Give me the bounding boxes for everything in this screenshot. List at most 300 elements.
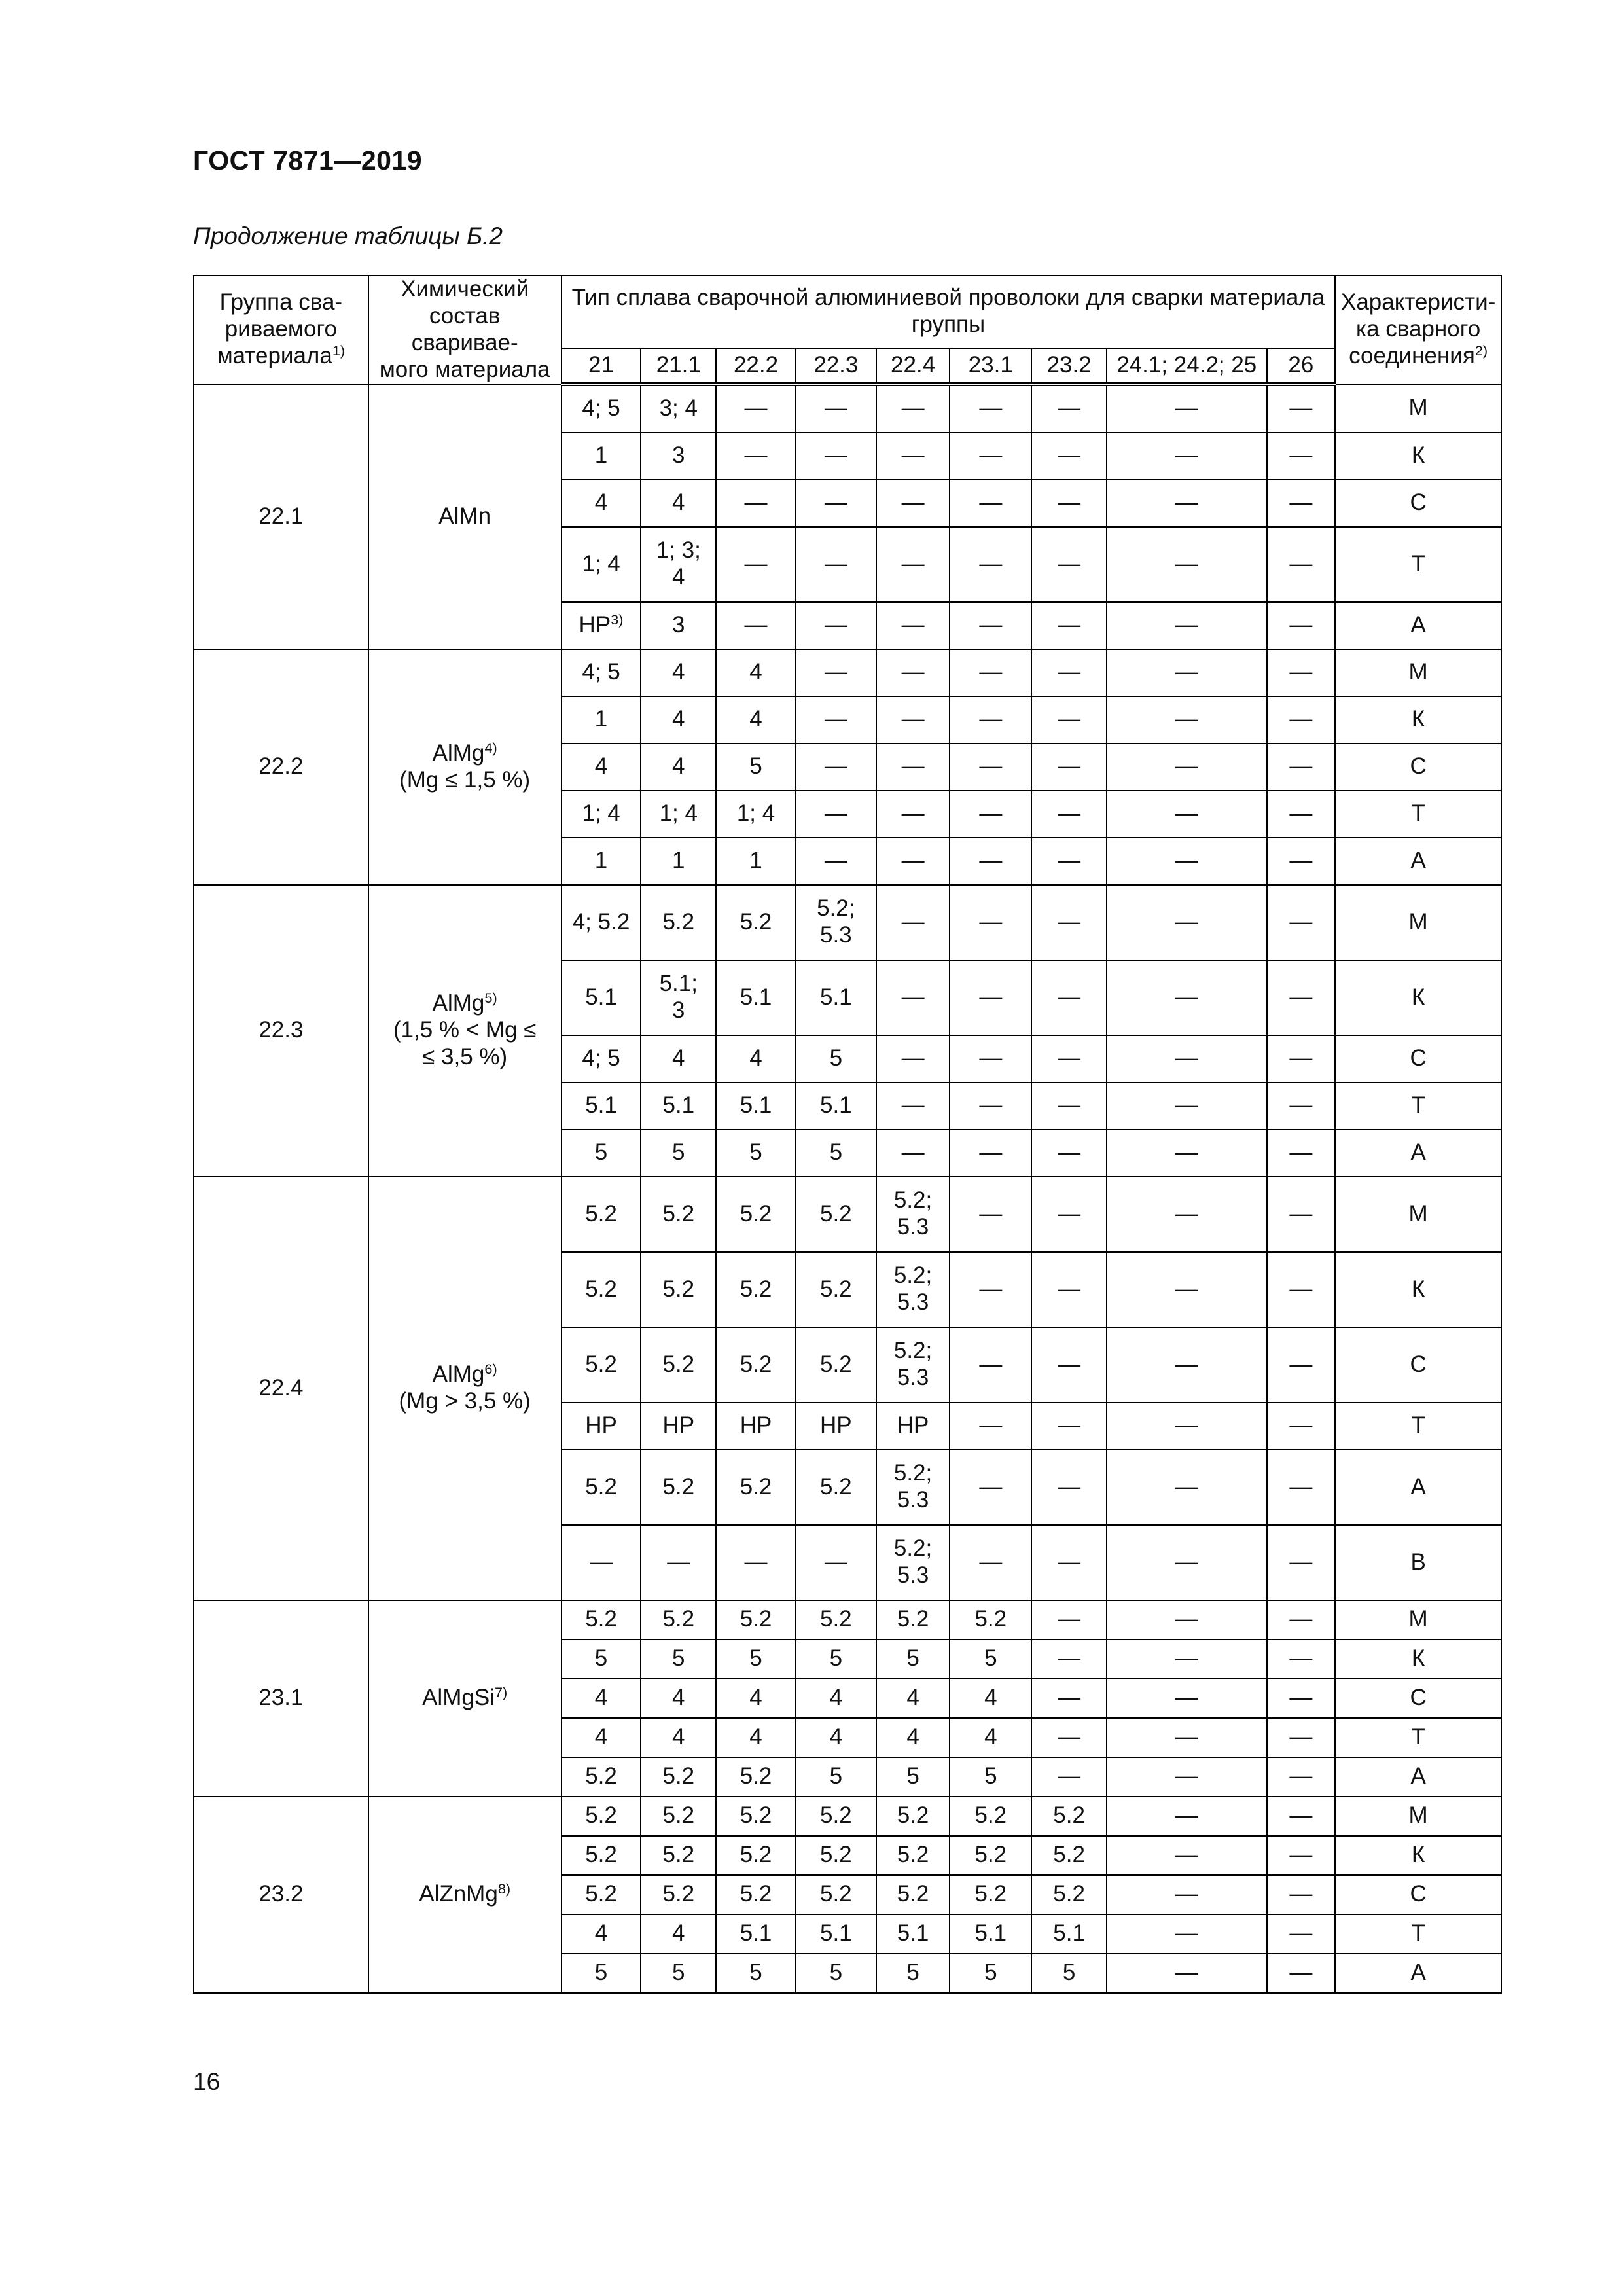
wire-type-cell <box>1031 960 1107 1035</box>
cell-value: — <box>901 612 925 638</box>
wire-type-cell <box>1267 1525 1336 1600</box>
cell-value: — <box>1175 1881 1198 1907</box>
wire-type-cell <box>1031 1600 1107 1640</box>
wire-type-cell <box>641 791 716 838</box>
wire-type-cell <box>641 384 716 433</box>
wire-type-cell <box>1107 433 1267 480</box>
joint-characteristic-cell: Т <box>1335 791 1501 838</box>
wire-type-cell <box>876 1130 950 1177</box>
wire-type-cell <box>641 1083 716 1130</box>
joint-characteristic-cell: М <box>1335 885 1501 960</box>
cell-value: — <box>901 706 925 732</box>
wire-type-cell <box>876 1525 950 1600</box>
joint-characteristic-cell: С <box>1335 1035 1501 1083</box>
cell-value: 5.2; 5.3 <box>893 1535 933 1588</box>
wire-type-cell <box>562 1450 641 1525</box>
cell-value: 4 <box>749 706 762 732</box>
cell-value: — <box>1289 1881 1313 1907</box>
header-chem <box>368 276 562 384</box>
cell-value: — <box>901 800 925 827</box>
wire-type-cell <box>1031 1679 1107 1718</box>
cell-value: — <box>1175 659 1198 685</box>
cell-value: — <box>1289 1139 1313 1166</box>
wire-type-cell <box>716 527 796 602</box>
cell-value: 5 <box>906 1960 919 1986</box>
wire-type-cell <box>796 1640 876 1679</box>
cell-value: — <box>1289 442 1313 469</box>
wire-type-cell <box>1267 1327 1336 1403</box>
wire-type-cell <box>1107 384 1267 433</box>
wire-type-cell <box>562 649 641 696</box>
wire-type-cell <box>1267 1450 1336 1525</box>
joint-characteristic-cell: Т <box>1335 1914 1501 1954</box>
wire-group-header: 22.2 <box>716 348 796 384</box>
wire-type-cell <box>1267 791 1336 838</box>
cell-value: — <box>1289 490 1313 516</box>
chemical-composition-cell <box>368 1600 562 1797</box>
wire-type-cell <box>716 1600 796 1640</box>
wire-type-cell <box>1107 1450 1267 1525</box>
cell-value: — <box>744 550 768 577</box>
header-group-text: Группа сва- риваемого материала <box>217 289 343 369</box>
wire-type-cell <box>716 1252 796 1327</box>
chemical-composition-cell <box>368 1177 562 1600</box>
cell-value: 5.2 <box>585 1763 617 1789</box>
cell-value: — <box>979 753 1003 780</box>
cell-value: 5.2; 5.3 <box>893 1338 933 1391</box>
cell-value: 4; 5 <box>582 395 620 422</box>
cell-value: 5 <box>906 1763 919 1789</box>
wire-type-cell <box>641 649 716 696</box>
header-group-footnote: 1) <box>332 342 346 359</box>
cell-value: — <box>979 1549 1003 1575</box>
cell-value: — <box>1175 800 1198 827</box>
cell-value: — <box>979 1200 1003 1227</box>
cell-value: 5.2 <box>974 1881 1007 1907</box>
wire-type-cell <box>876 384 950 433</box>
cell-value: — <box>1175 1549 1198 1575</box>
cell-value: 4 <box>672 1920 685 1946</box>
wire-type-cell <box>716 1640 796 1679</box>
cell-value: — <box>1058 1763 1081 1789</box>
wire-group-header: 24.1; 24.2; 25 <box>1107 348 1267 384</box>
wire-type-cell <box>562 1718 641 1757</box>
wire-type-cell <box>1267 1836 1336 1875</box>
cell-value: — <box>1175 1351 1198 1377</box>
cell-value: 5.2 <box>1053 1842 1085 1868</box>
cell-value: — <box>1175 1842 1198 1868</box>
cell-value: — <box>1289 659 1313 685</box>
cell-value: 5.2 <box>819 1803 852 1829</box>
wire-type-cell <box>641 1525 716 1600</box>
cell-value: — <box>979 908 1003 935</box>
wire-type-cell <box>1107 1954 1267 1993</box>
wire-type-cell <box>876 885 950 960</box>
cell-value: 5 <box>1062 1960 1076 1986</box>
cell-value: — <box>1058 706 1081 732</box>
cell-value: — <box>1058 1412 1081 1439</box>
cell-value: — <box>1058 1549 1081 1575</box>
cell-value: 3; 4 <box>659 395 698 422</box>
wire-type-cell <box>1267 1797 1336 1836</box>
cell-value: — <box>1289 1803 1313 1829</box>
wire-type-cell <box>1031 1130 1107 1177</box>
wire-type-cell <box>876 696 950 744</box>
material-group-cell: 22.3 <box>194 885 368 1177</box>
document-header: ГОСТ 7871—2019 <box>193 145 423 175</box>
wire-type-cell <box>950 480 1031 527</box>
cell-value: 5 <box>749 1645 762 1672</box>
wire-type-cell <box>1031 1450 1107 1525</box>
cell-value: — <box>1058 1685 1081 1711</box>
cell-value: — <box>1289 1045 1313 1071</box>
table-row <box>194 1177 1501 1252</box>
cell-value: — <box>901 984 925 1010</box>
cell-value: 4; 5 <box>582 659 620 685</box>
wire-type-cell <box>876 1757 950 1797</box>
cell-value: — <box>1289 1473 1313 1499</box>
cell-value: 5.2; 5.3 <box>893 1263 933 1316</box>
wire-type-cell <box>796 791 876 838</box>
cell-value: 1; 4 <box>582 550 620 577</box>
joint-characteristic-cell: С <box>1335 480 1501 527</box>
wire-type-cell <box>716 1403 796 1450</box>
wire-type-cell <box>1267 384 1336 433</box>
cell-value: — <box>1175 1473 1198 1499</box>
footnote-ref: 6) <box>484 1361 497 1378</box>
wire-type-cell <box>1267 1177 1336 1252</box>
wire-type-cell <box>796 1252 876 1327</box>
cell-value: — <box>1289 1412 1313 1439</box>
cell-value: — <box>979 490 1003 516</box>
cell-value: 1; 3; 4 <box>656 537 701 590</box>
cell-value: 5.1 <box>819 1092 852 1119</box>
wire-type-cell <box>876 1679 950 1718</box>
wire-type-cell <box>1107 1252 1267 1327</box>
cell-value: — <box>1175 1276 1198 1302</box>
cell-value: 5 <box>749 1960 762 1986</box>
cell-value: — <box>824 550 847 577</box>
wire-type-cell <box>641 1757 716 1797</box>
chemical-formula: AlMn <box>438 503 491 529</box>
wire-type-cell <box>876 1252 950 1327</box>
wire-type-cell <box>1107 1403 1267 1450</box>
cell-value: 4 <box>594 490 608 516</box>
material-group-cell: 22.1 <box>194 384 368 649</box>
wire-type-cell <box>1031 1797 1107 1836</box>
cell-value: 5.2 <box>819 1881 852 1907</box>
cell-value: 5.2 <box>662 1881 695 1907</box>
cell-value: — <box>901 1139 925 1166</box>
cell-value: 1 <box>594 442 608 469</box>
chemical-formula: AlZnMg <box>419 1881 498 1907</box>
joint-characteristic-cell: С <box>1335 1875 1501 1914</box>
cell-value: 4 <box>672 1045 685 1071</box>
cell-value: — <box>979 550 1003 577</box>
wire-type-cell <box>1031 696 1107 744</box>
cell-value: НР <box>897 1412 929 1439</box>
cell-value: НР <box>820 1412 852 1439</box>
cell-value: 4 <box>749 1724 762 1750</box>
wire-type-cell <box>716 1954 796 1993</box>
wire-type-cell <box>562 527 641 602</box>
wire-type-cell <box>876 1954 950 1993</box>
wire-type-cell <box>562 1875 641 1914</box>
wire-type-cell <box>1107 1914 1267 1954</box>
cell-value: 4 <box>672 1724 685 1750</box>
cell-value: 5.1 <box>897 1920 929 1946</box>
wire-type-cell <box>796 1836 876 1875</box>
wire-type-cell <box>1107 480 1267 527</box>
cell-value: — <box>979 659 1003 685</box>
cell-value: — <box>1289 848 1313 874</box>
wire-type-cell <box>562 384 641 433</box>
wire-type-cell <box>562 1954 641 1993</box>
wire-type-cell <box>876 1797 950 1836</box>
chemical-condition: (Mg > 3,5 %) <box>399 1388 531 1414</box>
footnote-ref: 8) <box>497 1880 511 1897</box>
wire-type-cell <box>950 1177 1031 1252</box>
wire-type-cell <box>876 1875 950 1914</box>
wire-type-cell <box>1267 1679 1336 1718</box>
cell-value: 5 <box>749 1139 762 1166</box>
wire-type-cell <box>950 433 1031 480</box>
cell-value: 5.2; 5.3 <box>893 1460 933 1513</box>
cell-value: 1; 4 <box>582 800 620 827</box>
cell-value: 5 <box>984 1645 997 1672</box>
wire-type-cell <box>876 1718 950 1757</box>
wire-type-cell <box>796 1035 876 1083</box>
cell-value: — <box>1289 753 1313 780</box>
wire-type-cell <box>1031 1954 1107 1993</box>
header-char-footnote: 2) <box>1474 342 1488 359</box>
joint-characteristic-cell: А <box>1335 1450 1501 1525</box>
welding-wire-table <box>193 275 1502 1994</box>
cell-value: — <box>1289 1549 1313 1575</box>
wire-type-cell <box>1107 744 1267 791</box>
cell-value: — <box>667 1549 690 1575</box>
wire-type-cell <box>950 602 1031 649</box>
wire-type-cell <box>1267 885 1336 960</box>
cell-value: 5.2 <box>662 1842 695 1868</box>
wire-type-cell <box>716 1327 796 1403</box>
cell-value: 5.2 <box>585 1803 617 1829</box>
wire-type-cell <box>876 1083 950 1130</box>
wire-type-cell <box>796 1914 876 1954</box>
joint-characteristic-cell: К <box>1335 1252 1501 1327</box>
header-char <box>1335 276 1501 384</box>
wire-type-cell <box>1107 791 1267 838</box>
cell-value: 1 <box>594 706 608 732</box>
cell-value: 5.1 <box>740 984 772 1010</box>
wire-type-cell <box>1031 602 1107 649</box>
wire-type-cell <box>641 1836 716 1875</box>
wire-type-cell <box>1267 838 1336 885</box>
wire-type-cell <box>562 1403 641 1450</box>
wire-type-cell <box>562 1679 641 1718</box>
cell-value: 5 <box>906 1645 919 1672</box>
wire-type-cell <box>562 1600 641 1640</box>
cell-value: 1 <box>594 848 608 874</box>
material-group-cell: 23.1 <box>194 1600 368 1797</box>
wire-type-cell <box>562 1757 641 1797</box>
wire-type-cell <box>562 1525 641 1600</box>
wire-type-cell <box>950 960 1031 1035</box>
joint-characteristic-cell: М <box>1335 649 1501 696</box>
cell-value: 5.2 <box>819 1842 852 1868</box>
joint-characteristic-cell: К <box>1335 1640 1501 1679</box>
cell-value: 5.2 <box>740 1276 772 1302</box>
cell-value: — <box>901 659 925 685</box>
wire-type-cell <box>796 838 876 885</box>
cell-value: 4 <box>829 1724 843 1750</box>
header-group <box>194 276 368 384</box>
wire-type-cell <box>796 1875 876 1914</box>
joint-characteristic-cell: К <box>1335 696 1501 744</box>
joint-characteristic-cell: Т <box>1335 1718 1501 1757</box>
wire-type-cell <box>562 1252 641 1327</box>
joint-characteristic-cell: Т <box>1335 1403 1501 1450</box>
cell-value: — <box>1058 984 1081 1010</box>
cell-value: — <box>1058 1351 1081 1377</box>
chemical-formula: AlMgSi <box>422 1685 495 1711</box>
cell-value: 5 <box>672 1139 685 1166</box>
wire-type-cell <box>1107 696 1267 744</box>
cell-value: 4 <box>984 1724 997 1750</box>
wire-type-cell <box>796 602 876 649</box>
cell-value: 5.2 <box>740 1763 772 1789</box>
wire-type-cell <box>1267 1640 1336 1679</box>
cell-value: — <box>1175 984 1198 1010</box>
wire-type-cell <box>1107 602 1267 649</box>
wire-type-cell <box>1267 602 1336 649</box>
cell-value: — <box>1058 1276 1081 1302</box>
cell-value: — <box>1289 1685 1313 1711</box>
joint-characteristic-cell: К <box>1335 433 1501 480</box>
cell-value: — <box>744 490 768 516</box>
wire-type-cell <box>1267 744 1336 791</box>
cell-value: 4 <box>594 1724 608 1750</box>
cell-value: — <box>1289 612 1313 638</box>
cell-value: — <box>1175 1139 1198 1166</box>
cell-value: 5.2 <box>740 1803 772 1829</box>
cell-value: — <box>979 1045 1003 1071</box>
wire-type-cell <box>950 744 1031 791</box>
cell-value: — <box>901 490 925 516</box>
wire-type-cell <box>796 1679 876 1718</box>
cell-value: — <box>979 1412 1003 1439</box>
cell-value: 1 <box>672 848 685 874</box>
wire-type-cell <box>1267 1875 1336 1914</box>
cell-value: — <box>1289 1276 1313 1302</box>
header-char-text: Характеристи- ка сварного соединения <box>1340 289 1496 369</box>
cell-value: — <box>1058 753 1081 780</box>
header-chem-text: Химический состав сваривае- мого материала <box>379 276 550 382</box>
cell-value: 5.1; 3 <box>659 971 698 1024</box>
wire-type-cell <box>1031 1252 1107 1327</box>
cell-value: — <box>1175 442 1198 469</box>
wire-type-cell <box>716 1450 796 1525</box>
wire-type-cell <box>716 1797 796 1836</box>
wire-type-cell <box>641 1797 716 1836</box>
chemical-condition: (Mg ≤ 1,5 %) <box>399 766 531 793</box>
wire-type-cell <box>1031 433 1107 480</box>
wire-type-cell <box>1031 1718 1107 1757</box>
cell-value: — <box>979 984 1003 1010</box>
cell-value: 5 <box>749 753 762 780</box>
wire-type-cell <box>796 1327 876 1403</box>
wire-type-cell <box>1031 1083 1107 1130</box>
cell-value: — <box>1289 1920 1313 1946</box>
wire-type-cell <box>1267 1252 1336 1327</box>
wire-type-cell <box>562 838 641 885</box>
wire-type-cell <box>641 744 716 791</box>
cell-value: 5.2 <box>585 1473 617 1499</box>
joint-characteristic-cell: В <box>1335 1525 1501 1600</box>
wire-type-cell <box>1267 1954 1336 1993</box>
cell-value: — <box>1058 395 1081 422</box>
wire-type-cell <box>950 1914 1031 1954</box>
cell-value: — <box>979 848 1003 874</box>
wire-type-cell <box>876 1836 950 1875</box>
wire-group-header: 23.1 <box>950 348 1031 384</box>
wire-type-cell <box>1107 1130 1267 1177</box>
cell-value: 5.2 <box>897 1606 929 1632</box>
cell-value: 5.2 <box>662 1351 695 1377</box>
cell-value: 5.2 <box>740 1606 772 1632</box>
wire-type-cell <box>1031 885 1107 960</box>
cell-value: 4 <box>594 753 608 780</box>
cell-value: — <box>979 442 1003 469</box>
wire-type-cell <box>716 649 796 696</box>
cell-value: — <box>824 659 847 685</box>
wire-type-cell <box>1031 649 1107 696</box>
joint-characteristic-cell: Т <box>1335 527 1501 602</box>
wire-type-cell <box>950 885 1031 960</box>
wire-type-cell <box>1107 1875 1267 1914</box>
wire-type-cell <box>876 1914 950 1954</box>
cell-value: 5.2 <box>740 1842 772 1868</box>
wire-type-cell <box>1107 1757 1267 1797</box>
wire-type-cell <box>1107 960 1267 1035</box>
wire-type-cell <box>796 885 876 960</box>
wire-type-cell <box>1107 1797 1267 1836</box>
cell-value: — <box>1058 1645 1081 1672</box>
wire-type-cell <box>1031 1525 1107 1600</box>
wire-group-header: 22.3 <box>796 348 876 384</box>
cell-value: 5.2 <box>1053 1803 1085 1829</box>
cell-value: — <box>1175 395 1198 422</box>
wire-type-cell <box>562 1640 641 1679</box>
wire-type-cell <box>950 1083 1031 1130</box>
wire-type-cell <box>950 696 1031 744</box>
cell-value: — <box>1289 1200 1313 1227</box>
wire-type-cell <box>950 838 1031 885</box>
cell-value: — <box>1289 1842 1313 1868</box>
cell-value: — <box>1058 848 1081 874</box>
wire-type-cell <box>1107 1679 1267 1718</box>
cell-value: — <box>744 395 768 422</box>
wire-type-cell <box>716 480 796 527</box>
wire-type-cell <box>562 602 641 649</box>
wire-type-cell <box>641 1954 716 1993</box>
cell-value: 4 <box>672 753 685 780</box>
cell-value: 5.2 <box>585 1842 617 1868</box>
wire-type-cell <box>716 1177 796 1252</box>
cell-value: — <box>901 848 925 874</box>
wire-type-cell <box>796 1177 876 1252</box>
wire-type-cell <box>641 1177 716 1252</box>
